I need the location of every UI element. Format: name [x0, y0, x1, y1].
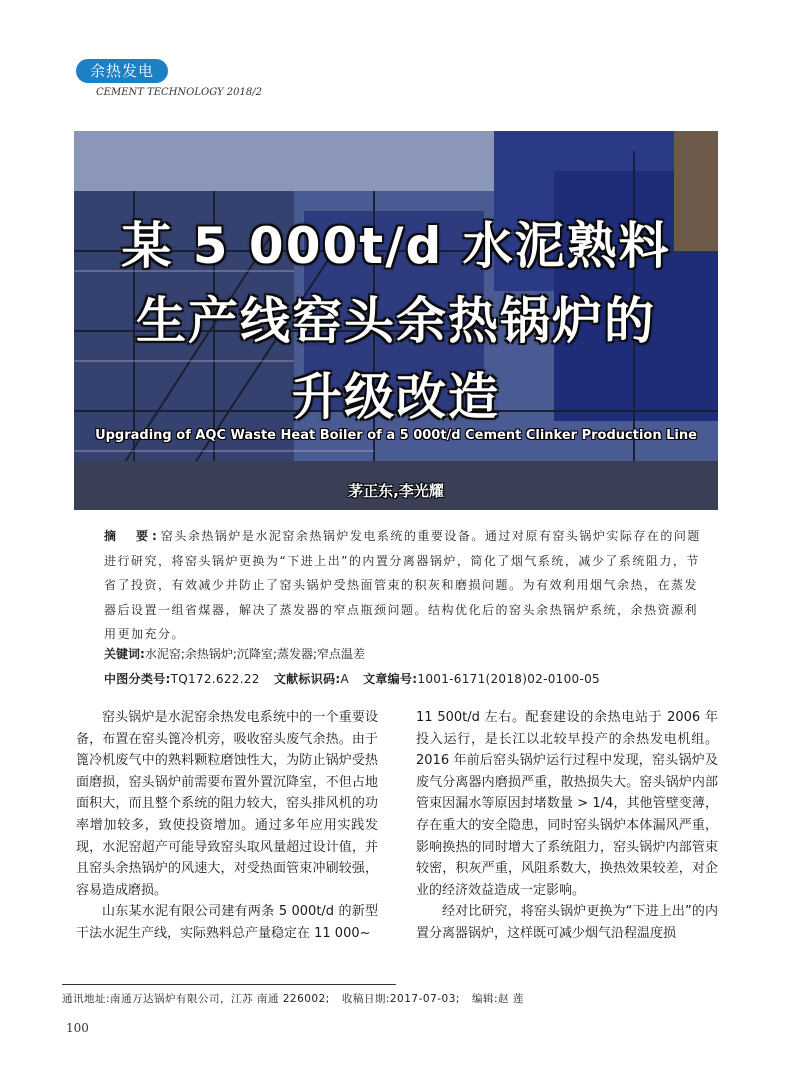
authors: 茅正东,李光耀 [348, 482, 444, 500]
keywords-text: 水泥窑;余热锅炉;沉降室;蒸发器;窄点温差 [144, 647, 365, 661]
article-title-line-3: 升级改造 [292, 368, 500, 426]
keywords [104, 645, 704, 662]
doc-code-label: 文献标识码: [273, 672, 341, 686]
footnote [62, 991, 536, 1006]
body-paragraph: 山东某水泥有限公司建有两条 5 000t/d 的新型干法水泥生产线，实际熟料总产量稳定在 11 000~ [76, 904, 378, 941]
page-number: 100 [66, 1021, 89, 1035]
body-column-right [416, 707, 718, 945]
article-number-value: 1001-6171(2018)02-0100-05 [417, 672, 600, 686]
article-title-line-2: 生产线窑头余热锅炉的 [136, 292, 656, 350]
doc-code-value: A [340, 672, 349, 686]
section-badge: 余热发电 [76, 59, 168, 83]
article-number-label: 文章编号: [363, 672, 418, 686]
footnote-received: 收稿日期:2017-07-03; [341, 993, 460, 1005]
clc-label: 中图分类号: [104, 672, 171, 686]
classification-line [104, 670, 704, 687]
footnote-editor: 编辑:赵 莲 [471, 993, 524, 1005]
body-column-left [76, 707, 378, 945]
keywords-label: 关键词: [104, 647, 145, 661]
body-paragraph: 窑头锅炉是水泥窑余热发电系统中的一个重要设备，布置在窑头篦冷机旁，吸收窑头废气余热。由于篦冷机废气中的熟料颗粒磨蚀性大，为防止锅炉受热面磨损，窑头锅炉前需要布置外置沉降室，不但占地面积大，而且整个系统的阻力较大，窑头排风机的功率增加较多，致使投资增加。通过多年应用实践发现，水泥窑超产可能导致窑头取风量超过设计值，并且窑头余热锅炉的风速大，对受热面管束冲刷较强，容易造成磨损。 [76, 710, 378, 898]
footnote-address: 通讯地址:南通万达锅炉有限公司，江苏 南通 226002; [62, 993, 330, 1005]
english-title: Upgrading of AQC Waste Heat Boiler of a 5 000t/d Cement Clinker Production Line [95, 428, 697, 443]
body-paragraph: 经对比研究，将窑头锅炉更换为“下进上出”的内置分离器锅炉，这样既可减少烟气沿程温度损 [416, 904, 718, 941]
article-title-line-1: 某 5 000t/d 水泥熟料 [121, 217, 671, 275]
abstract [104, 524, 704, 647]
journal-header: CEMENT TECHNOLOGY 2018/2 [96, 87, 262, 98]
clc-value: TQ172.622.22 [170, 672, 260, 686]
body-paragraph: 11 500t/d 左右。配套建设的余热电站于 2006 年投入运行，是长江以北较早投产的余热发电机组。2016 年前后窑头锅炉运行过程中发现，窑头锅炉及废气分离器内磨损严重，散热损失大。窑头锅炉内部管束因漏水等原因封堵数量 > 1/4，其他管壁变薄，存在重大的安全隐患，同时窑头锅炉本体漏风严重，影响换热的同时增大了系统阻力，窑头锅炉内部管束较密，积灰严重，风阻系数大，换热效果较差，对企业的经济效益造成一定影响。 [416, 710, 718, 898]
abstract-text: 窑头余热锅炉是水泥窑余热锅炉发电系统的重要设备。通过对原有窑头锅炉实际存在的问题进行研究，将窑头锅炉更换为“下进上出”的内置分离器锅炉，简化了烟气系统，减少了系统阻力，节省了投资，有效减少并防止了窑头锅炉受热面管束的积灰和磨损问题。为有效利用烟气余热，在蒸发器后设置一组省煤器，解决了蒸发器的窄点瓶颈问题。结构优化后的窑头余热锅炉系统，余热资源利用更加充分。 [104, 529, 701, 641]
footnote-divider [62, 984, 396, 985]
hero-banner [74, 131, 718, 510]
abstract-label: 摘 要: [104, 529, 161, 543]
